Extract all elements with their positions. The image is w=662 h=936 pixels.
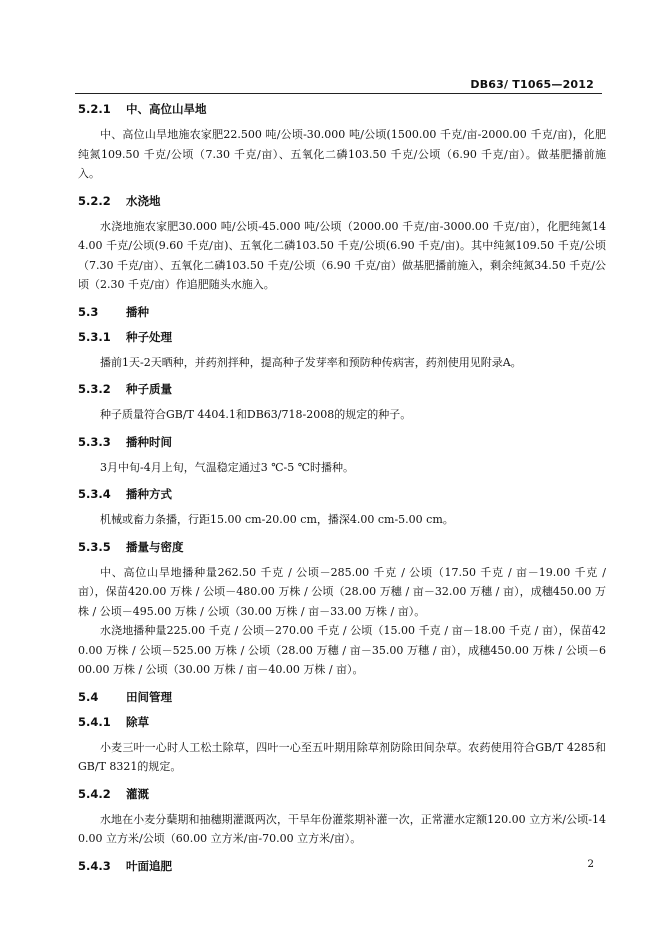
section-heading xyxy=(78,714,606,730)
section-heading xyxy=(78,101,606,117)
section-number: 5.3.4 xyxy=(78,487,111,501)
section-heading xyxy=(78,381,606,397)
section-title: 种子处理 xyxy=(126,329,172,344)
section-paragraph: 播前1天-2天晒种，并药剂拌种，提高种子发芽率和预防种传病害，药剂使用见附录A。 xyxy=(100,355,522,369)
section-paragraph: 种子质量符合GB/T 4404.1和DB63/718-2008的规定的种子。 xyxy=(100,408,412,421)
section-number: 5.3.3 xyxy=(78,434,111,449)
section-title: 播种方式 xyxy=(126,487,172,501)
section-heading xyxy=(78,486,606,502)
section-heading xyxy=(78,858,606,874)
section-title: 灌溉 xyxy=(126,786,149,801)
section-title: 播量与密度 xyxy=(126,539,184,554)
section-number: 5.2.1 xyxy=(78,102,111,116)
section-paragraph: 3月中旬-4月上旬，气温稳定通过3 ℃-5 ℃时播种。 xyxy=(100,460,355,474)
section-heading xyxy=(78,304,606,320)
document-code: DB63/ T1065—2012 xyxy=(470,78,594,91)
section-paragraph: 水地在小麦分蘖期和抽穗期灌溉两次，干旱年份灌浆期补灌一次，正常灌水定额120.00 立方米/公顷-140.00 立方米/公顷（60.00 立方米/亩-70.00 立方米/亩）。 xyxy=(78,812,606,845)
section-number: 5.3.2 xyxy=(78,382,111,396)
section-title: 种子质量 xyxy=(126,382,172,396)
section-number: 5.3.5 xyxy=(78,539,111,554)
section-paragraph: 水浇地播种量225.00 千克 / 公顷－270.00 千克 / 公顷（15.00 千克 / 亩－18.00 千克 / 亩），保苗420.00 万株 / 公顷－525.00 万株 / 公顷（28.00 万穗 / 亩－35.00 万穗 / 亩），成穗450.00 万株 / 公顷－600.00 万株 / 公顷（30.00 万株 / 亩－40.00 万株 / 亩）。 xyxy=(78,624,606,676)
header-rule xyxy=(75,93,602,94)
section-title: 叶面追肥 xyxy=(126,858,172,873)
document-body xyxy=(78,101,606,882)
section-paragraph: 中、高位山旱地播种量262.50 千克 / 公顷－285.00 千克 / 公顷（17.50 千克 / 亩－19.00 千克 / 亩），保苗420.00 万株 / 公顷－480.00 万株 / 公顷（28.00 万穗 / 亩－32.00 万穗 / 亩），成穗450.00 万株 / 公顷－495.00 万株 / 公顷（30.00 万株 / 亩－33.00 万株 / 亩）。 xyxy=(78,565,606,618)
section-paragraph: 水浇地施农家肥30.000 吨/公顷-45.000 吨/公顷（2000.00 千克/亩-3000.00 千克/亩），化肥纯氮144.00 千克/公顷(9.60 千克/亩)、五氧化二磷103.50 千克/公顷(6.90 千克/亩)。其中纯氮109.50 千克/公顷（7.30 千克/亩）、五氧化二磷103.50 千克/公顷（6.90 千克/亩）做基肥播前施入，剩余纯氮34.50 千克/公顷（2.30 千克/亩）作追肥随头水施入。 xyxy=(78,219,606,291)
page-number: 2 xyxy=(587,858,594,870)
section-number: 5.3 xyxy=(78,304,99,319)
section-paragraph: 小麦三叶一心时人工松土除草，四叶一心至五叶期用除草剂防除田间杂草。农药使用符合GB/T 4285和GB/T 8321的规定。 xyxy=(78,740,606,773)
section-heading xyxy=(78,329,606,345)
section-paragraph: 机械或畜力条播，行距15.00 cm-20.00 cm，播深4.00 cm-5.00 cm。 xyxy=(100,513,454,526)
section-heading xyxy=(78,434,606,450)
section-heading xyxy=(78,193,606,209)
section-title: 除草 xyxy=(126,714,149,729)
section-title: 田间管理 xyxy=(126,689,172,704)
section-number: 5.3.1 xyxy=(78,329,111,344)
section-title: 中、高位山旱地 xyxy=(126,102,207,116)
section-number: 5.4.2 xyxy=(78,786,111,801)
section-heading xyxy=(78,786,606,802)
section-number: 5.4.1 xyxy=(78,714,111,729)
section-number: 5.4.3 xyxy=(78,858,111,873)
section-heading xyxy=(78,689,606,705)
section-number: 5.2.2 xyxy=(78,193,111,208)
section-paragraph: 中、高位山旱地施农家肥22.500 吨/公顷-30.000 吨/公顷(1500.00 千克/亩-2000.00 千克/亩)，化肥纯氮109.50 千克/公顷（7.30 千克/亩）、五氧化二磷103.50 千克/公顷（6.90 千克/亩）。做基肥播前施入。 xyxy=(78,128,606,180)
section-title: 水浇地 xyxy=(126,193,161,208)
section-title: 播种 xyxy=(126,304,149,319)
section-title: 播种时间 xyxy=(126,434,172,449)
section-heading xyxy=(78,539,606,555)
section-number: 5.4 xyxy=(78,689,99,704)
